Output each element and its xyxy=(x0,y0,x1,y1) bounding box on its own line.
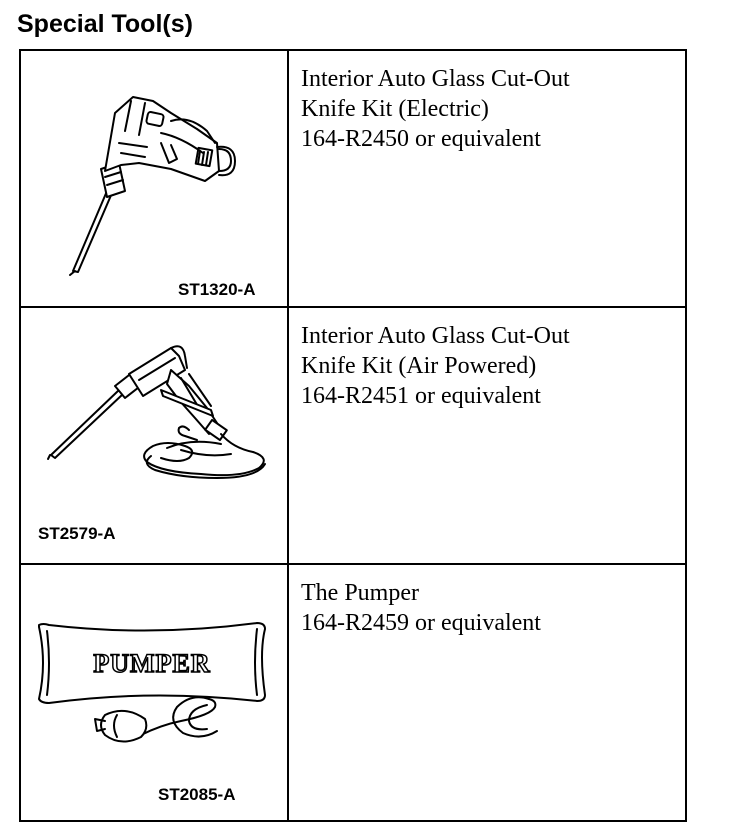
tool-name-line-2: Knife Kit (Electric) xyxy=(301,96,489,122)
tool-name-line-1: Interior Auto Glass Cut-Out xyxy=(301,66,570,92)
table-row xyxy=(20,50,686,307)
tool-code: ST2085-A xyxy=(158,785,236,804)
tool-name-line-2: Knife Kit (Air Powered) xyxy=(301,353,537,379)
tool-image-cell xyxy=(20,307,288,564)
tool-name-line-1: Interior Auto Glass Cut-Out xyxy=(301,323,570,349)
tool-image-cell xyxy=(20,564,288,821)
tool-description-cell xyxy=(288,307,686,564)
tool-part-number: 164-R2450 or equivalent xyxy=(301,126,541,152)
pumper-logo-text: PUMPER xyxy=(93,649,211,678)
page-title: Special Tool(s) xyxy=(17,10,193,38)
tool-part-number: 164-R2451 or equivalent xyxy=(301,383,541,409)
table-row xyxy=(20,564,686,821)
tool-name-line-1: The Pumper xyxy=(301,580,419,606)
special-tools-table xyxy=(19,49,687,822)
tool-code: ST1320-A xyxy=(178,280,256,299)
table-row xyxy=(20,307,686,564)
tool-description-cell xyxy=(288,564,686,821)
tool-description-cell xyxy=(288,50,686,307)
tool-part-number: 164-R2459 or equivalent xyxy=(301,610,541,636)
tool-code: ST2579-A xyxy=(38,524,116,543)
pumper-bag-icon xyxy=(21,565,287,820)
tool-image-cell xyxy=(20,50,288,307)
electric-cut-out-knife-icon xyxy=(21,51,287,306)
